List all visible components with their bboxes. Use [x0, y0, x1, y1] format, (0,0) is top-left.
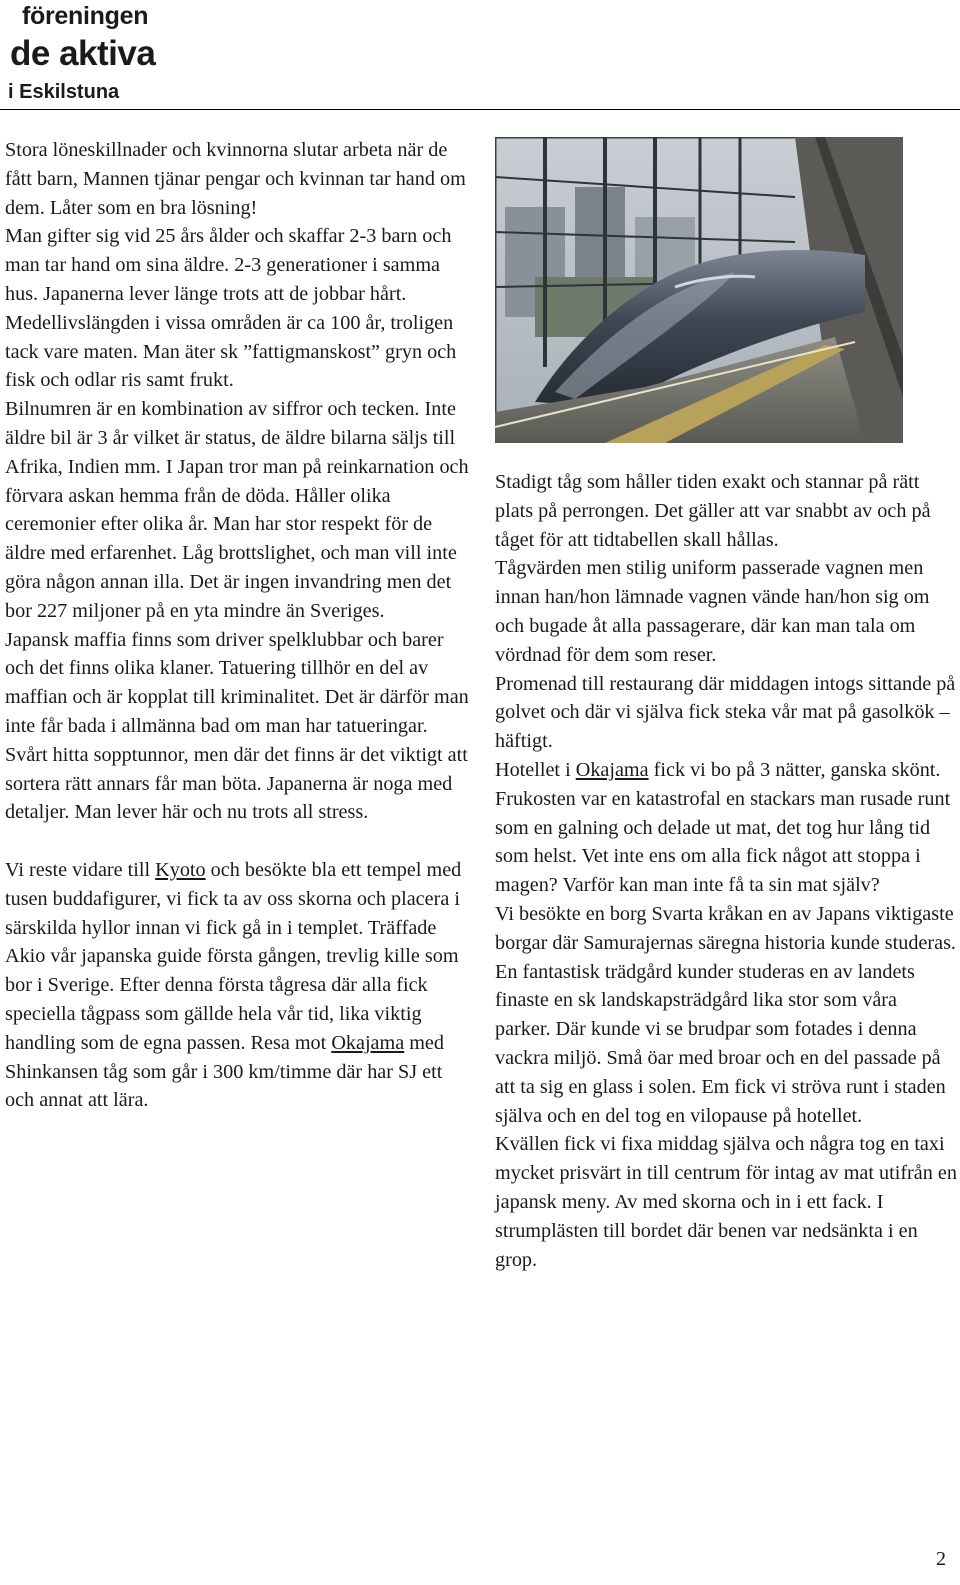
paragraph-salary-differences: Stora löneskillnader och kvinnorna slutar arbeta när de fått barn, Mannen tjänar pengar och kvinnan tar hand om dem. Låter som en bra lösning!	[5, 139, 466, 219]
hotel-text-after: fick vi bo på 3 nätter, ganska skönt. Frukosten var en katastrofal en stackars man rusade runt som en galning och delade ut mat, det tog hur lång tid som helst. Vet inte ens om alla fick något att stoppa i magen? Varför kan man inte få ta sin mat själv?	[495, 758, 951, 897]
shinkansen-photo	[495, 137, 903, 443]
hotel-text-before: Hotellet i	[495, 758, 576, 781]
paragraph-restaurant: Promenad till restaurang där middagen intogs sittande på golvet och där vi själva fick steka vår mat på gasolkök – häftigt.	[495, 672, 956, 753]
header-divider	[0, 109, 960, 110]
paragraph-hotel	[495, 756, 957, 900]
paragraph-recycling: Svårt hitta sopptunnor, men där det finns är det viktigt att sortera rätt annars får man böta. Japanerna är noga med detaljer. Man lever här och nu trots all stress.	[5, 743, 468, 824]
logo-line-foreningen: föreningen	[22, 2, 149, 30]
kyoto-text-middle: och besökte bla ett tempel med tusen buddafigurer, vi fick ta av oss skorna och placera i särskilda hyllor innan vi fick gå in i templet. Träffade Akio vår japanska guide första gången, trevlig kille som bor i Sverige. Efter denna första tågresa där alla fick speciella tågpass som gällde hela vår tid, lika viktig handling som de egna passen. Resa mot	[5, 858, 462, 1054]
right-column	[495, 468, 957, 1274]
logo-line-de-aktiva: de aktiva	[10, 34, 156, 73]
paragraph-life-expectancy: Medellivslängden i vissa områden är ca 100 år, troligen tack vare maten. Man äter sk ”fattigmanskost” gryn och fisk och odlar ris samt frukt.	[5, 311, 457, 392]
paragraph-marriage: Man gifter sig vid 25 års ålder och skaffar 2-3 barn och man tar hand om sina äldre. 2-3 generationer i samma hus. Japanerna lever länge trots att de jobbar hårt.	[5, 225, 452, 305]
paragraph-kyoto-trip	[5, 856, 470, 1115]
logo-line-eskilstuna: i Eskilstuna	[8, 81, 120, 103]
paragraph-train-punctual: Stadigt tåg som håller tiden exakt och stannar på rätt plats på perrongen. Det gäller att var snabbt av och på tåget för att tidtabellen skall hållas.	[495, 471, 931, 551]
paragraph-spacer	[5, 827, 470, 856]
paragraph-castle: Vi besökte en borg Svarta kråkan en av Japans viktigaste borgar där Samurajernas säregna historia kunde studeras. En fantastisk trädgård kunder studeras en av landets finaste en sk landskapsträdgård lika stor som våra parker. Där kunde vi se brudpar som fotades i denna vackra miljö. Små öar med broar och en del passade på att ta sig en glass i solen. Em fick vi ströva runt i staden själva och en del tog en vilopause på hotellet.	[495, 902, 956, 1127]
kyoto-text-before: Vi reste vidare till	[5, 858, 156, 881]
paragraph-society: Bilnumren är en kombination av siffror och tecken. Inte äldre bil är 3 år vilket är status, de äldre bilarna säljs till Afrika, Indien mm. I Japan tror man på reinkarnation och förvara askan hemma från de döda. Håller olika ceremonier efter olika år. Man har stor respekt för de äldre med erfarenhet. Låg brottslighet, och man vill inte göra någon annan illa. Det är ingen invandring men det bor 227 miljoner på en yta mindre än Sveriges.	[5, 398, 469, 622]
okajama-hotel-link[interactable]: Okajama	[575, 758, 649, 781]
paragraph-evening-dinner: Kvällen fick vi fixa middag själva och några tog en taxi mycket prisvärt in till centrum för intag av mat utifrån en japansk meny. Av med skorna och in i ett fack. I strumplästen till bordet där benen var nedsänkta i en grop.	[495, 1133, 957, 1271]
kyoto-text-after: med Shinkansen tåg som går i 300 km/timme där har SJ ett och annat att lära.	[5, 1031, 444, 1112]
left-column	[5, 136, 470, 1115]
paragraph-mafia: Japansk maffia finns som driver spelklubbar och barer och det finns olika klaner. Tatuering tillhör en del av maffian och är kopplat till kriminalitet. Det är därför man inte får bada i allmänna bad om man har tatueringar.	[5, 628, 469, 737]
paragraph-train-attendant: Tågvärden men stilig uniform passerade vagnen men innan han/hon lämnade vagnen vände han/hon sig om och bugade åt alla passagerare, där kan man tala om vördnad för dem som reser.	[495, 557, 930, 666]
kyoto-link[interactable]: Kyoto	[155, 858, 206, 881]
page-number: 2	[936, 1548, 946, 1570]
okajama-link[interactable]: Okajama	[331, 1031, 405, 1054]
